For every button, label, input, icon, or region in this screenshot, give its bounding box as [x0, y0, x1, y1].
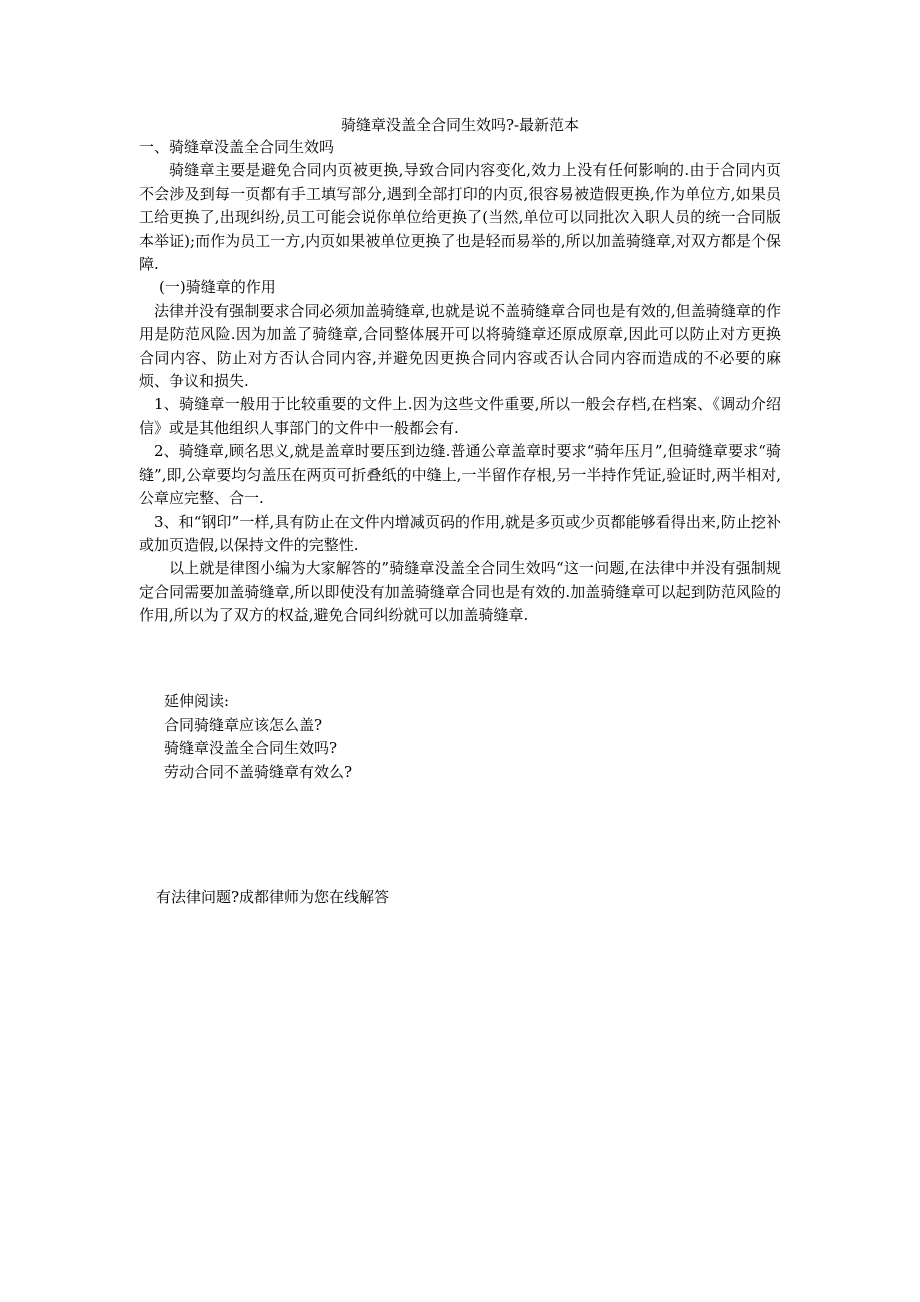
intro-paragraph: 骑缝章主要是避免合同内页被更换,导致合同内容变化,效力上没有任何影响的.由于合同内页不会涉及到每一页都有手工填写部分,遇到全部打印的内页,很容易被造假更换,作为单位方,如果员工给更换了,出现纠纷,员工可能会说你单位给更换了(当然,单位可以同批次入职人员的统一合同版本举证);而作为员工一方,内页如果被单位更换了也是轻而易举的,所以加盖骑缝章,对双方都是个保障.: [139, 161, 781, 274]
lawyer-consult-link[interactable]: 有法律问题?成都律师为您在线解答: [156, 888, 390, 906]
point-item: 1、骑缝章一般用于比较重要的文件上.因为这些文件重要,所以一般会存档,在档案、《调动介绍信》或是其他组织人事部门的文件中一般都会有.: [139, 395, 781, 437]
document-body: [139, 136, 781, 628]
point-item: 3、和“钢印”一样,具有防止在文件内增减页码的作用,就是多页或少页都能够看得出来,防止挖补或加页造假,以保持文件的完整性.: [139, 512, 781, 554]
extended-reading-link[interactable]: 骑缝章没盖全合同生效吗?: [164, 739, 338, 757]
function-paragraph: 法律并没有强制要求合同必须加盖骑缝章,也就是说不盖骑缝章合同也是有效的,但盖骑缝章的作用是防范风险.因为加盖了骑缝章,合同整体展开可以将骑缝章还原成原章,因此可以防止对方更换合同内容、防止对方否认合同内容,并避免因更换合同内容或否认合同内容而造成的不必要的麻烦、争议和损失.: [139, 301, 781, 391]
extended-reading-label: 延伸阅读:: [164, 692, 230, 710]
subheading: (一)骑缝章的作用: [159, 278, 276, 297]
conclusion-paragraph: 以上就是律图小编为大家解答的”骑缝章没盖全合同生效吗“这一问题,在法律中并没有强制规定合同需要加盖骑缝章,所以即使没有加盖骑缝章合同也是有效的.加盖骑缝章可以起到防范风险的作用,所以为了双方的权益,避免合同纠纷就可以加盖骑缝章.: [139, 559, 781, 625]
section-heading: 一、骑缝章没盖全合同生效吗: [139, 138, 335, 156]
point-item: 2、骑缝章,顾名思义,就是盖章时要压到边缝.普通公章盖章时要求“骑年压月”,但骑缝章要求“骑缝”,即,公章要均匀盖压在两页可折叠纸的中缝上,一半留作存根,另一半持作凭证,验证时,两半相对,公章应完整、合一.: [139, 442, 781, 508]
document-title: 骑缝章没盖全合同生效吗?-最新范本: [340, 116, 580, 134]
extended-reading-link[interactable]: 合同骑缝章应该怎么盖?: [164, 715, 323, 734]
extended-reading-link[interactable]: 劳动合同不盖骑缝章有效么?: [164, 762, 353, 781]
extended-reading: [164, 690, 352, 784]
